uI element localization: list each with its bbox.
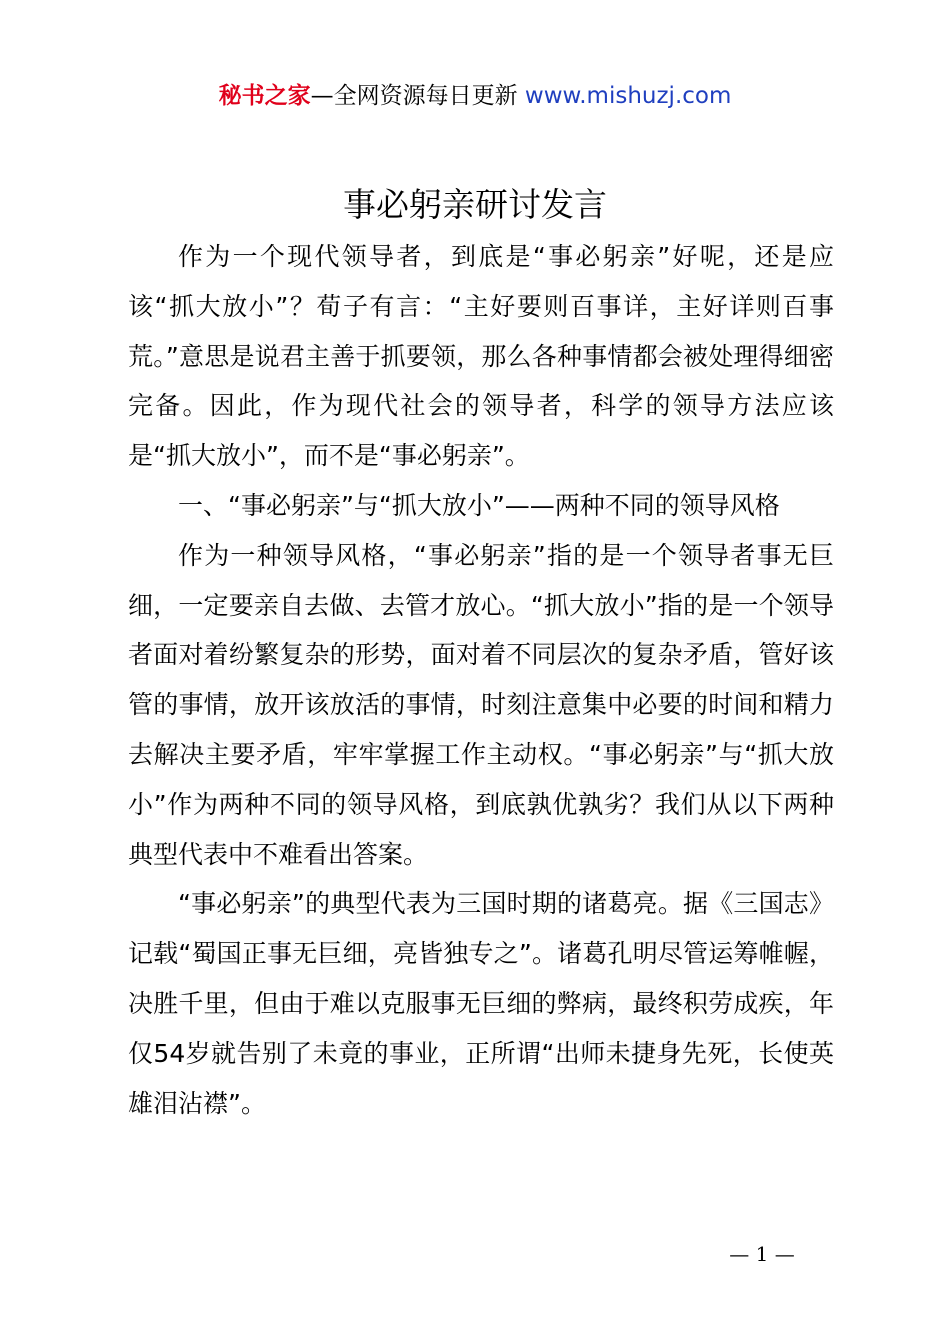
paragraph-zhuge-liang: “事必躬亲”的典型代表为三国时期的诸葛亮。据《三国志》记载“蜀国正事无巨细，亮皆独专之”。诸葛孔明尽管运筹帷幄，决胜千里，但由于难以克服事无巨细的弊病，最终积劳成疾，年仅54岁就告别了未竟的事业，正所谓“出师未捷身先死，长使英雄泪沾襟”。: [128, 889, 834, 1118]
site-slogan: —全网资源每日更新: [310, 83, 518, 109]
document-body: [128, 232, 834, 1128]
document-title: 事必躬亲研讨发言: [343, 185, 607, 224]
site-brand: 秘书之家: [218, 83, 311, 109]
paragraph-leadership-styles: 作为一种领导风格，“事必躬亲”指的是一个领导者事无巨细，一定要亲自去做、去管才放心。“抓大放小”指的是一个领导者面对着纷繁复杂的形势，面对着不同层次的复杂矛盾，管好该管的事情，放开该放活的事情，时刻注意集中必要的时间和精力去解决主要矛盾，牢牢掌握工作主动权。“事必躬亲”与“抓大放小”作为两种不同的领导风格，到底孰优孰劣？我们从以下两种典型代表中不难看出答案。: [128, 540, 834, 869]
site-url[interactable]: www.mishuzj.com: [524, 83, 732, 109]
page-number: — 1 —: [729, 1242, 795, 1266]
paragraph-intro: 作为一个现代领导者，到底是“事必躬亲”好呢，还是应该“抓大放小”？荀子有言：“主好要则百事详，主好详则百事荒。”意思是说君主善于抓要领，那么各种事情都会被处理得细密完备。因此，作为现代社会的领导者，科学的领导方法应该是“抓大放小”，而不是“事必躬亲”。: [128, 242, 834, 471]
site-header: [0, 78, 950, 114]
section-heading-1: 一、“事必躬亲”与“抓大放小”——两种不同的领导风格: [178, 490, 780, 520]
